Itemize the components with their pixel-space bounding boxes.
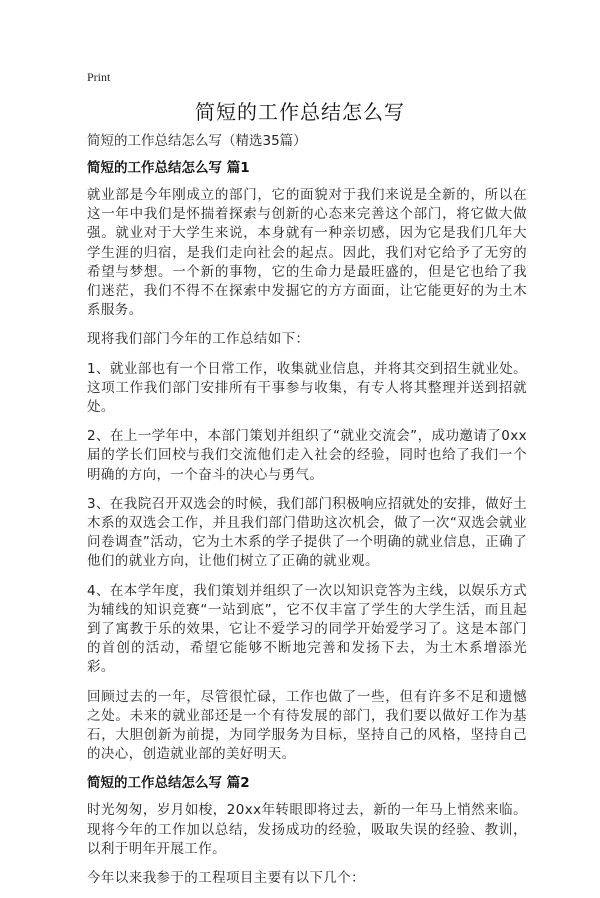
section-1 [87,159,527,764]
paragraph: 2、在上一学年中，本部门策划并组织了“就业交流会”，成功邀请了0xx届的学长们回校与我们交流他们走入社会的经验，同时也给了我们一个明确的方向，一个奋斗的决心与勇气。 [87,428,527,483]
paragraph: 现将我们部门今年的工作总结如下： [87,331,310,348]
section-2 [87,774,527,888]
document-title: 简短的工作总结怎么写 [195,100,405,124]
paragraph: 回顾过去的一年，尽管很忙碌，工作也做了一些，但有许多不足和遗憾之处。未来的就业部还是一个有待发展的部门，我们要以做好工作为基石，大胆创新为前提，为同学服务为目标，坚持自己的风格，坚持自己的决心，创造就业部的美好明天。 [87,688,527,763]
document-body [87,132,527,898]
document-subtitle: 简短的工作总结怎么写（精选35篇） [87,133,307,149]
paragraph: 今年以来我参于的工程项目主要有以下几个： [87,870,365,887]
paragraph: 就业部是今年刚成立的部门，它的面貌对于我们来说是全新的，所以在这一年中我们是怀揣着探索与创新的心态来完善这个部门，将它做大做强。就业对于大学生来说，本身就有一种亲切感，因为它是我们几年大学生涯的归宿，是我们走向社会的起点。因此，我们对它给予了无穷的希望与梦想。一个新的事物，它的生命力是最旺盛的，但是它也给了我们迷茫，我们不得不在探索中发掘它的方方面面，让它能更好的为土木系服务。 [87,187,527,319]
print-label: Print [87,70,111,84]
paragraph: 时光匆匆，岁月如梭，20xx年转眼即将过去，新的一年马上悄然来临。现将今年的工作加以总结，发扬成功的经验，吸取失误的经验、教训，以利于明年开展工作。 [87,802,527,857]
paragraph: 1、就业部也有一个日常工作，收集就业信息，并将其交到招生就业处。这项工作我们部门安排所有干事参与收集，有专人将其整理并送到招就处。 [87,360,527,416]
paragraph: 4、在本学年度，我们策划并组织了一次以知识竞答为主线，以娱乐方式为辅线的知识竞赛“一站到底”，它不仅丰富了学生的大学生活，而且起到了寓教于乐的效果，它让不爱学习的同学开始爱学习了。这是本部门的首创的活动，希望它能够不断地完善和发扬下去，为土木系增添光彩。 [87,582,527,676]
section-heading: 简短的工作总结怎么写 篇2 [87,775,250,792]
paragraph: 3、在我院召开双选会的时候，我们部门积极响应招就处的安排，做好土木系的双选会工作，并且我们部门借助这次机会，做了一次“双选会就业问卷调查”活动，它为土木系的学子提供了一个明确的就业信息，正确了他们的就业方向，让他们树立了正确的就业观。 [87,495,527,570]
section-heading: 简短的工作总结怎么写 篇1 [87,160,250,176]
